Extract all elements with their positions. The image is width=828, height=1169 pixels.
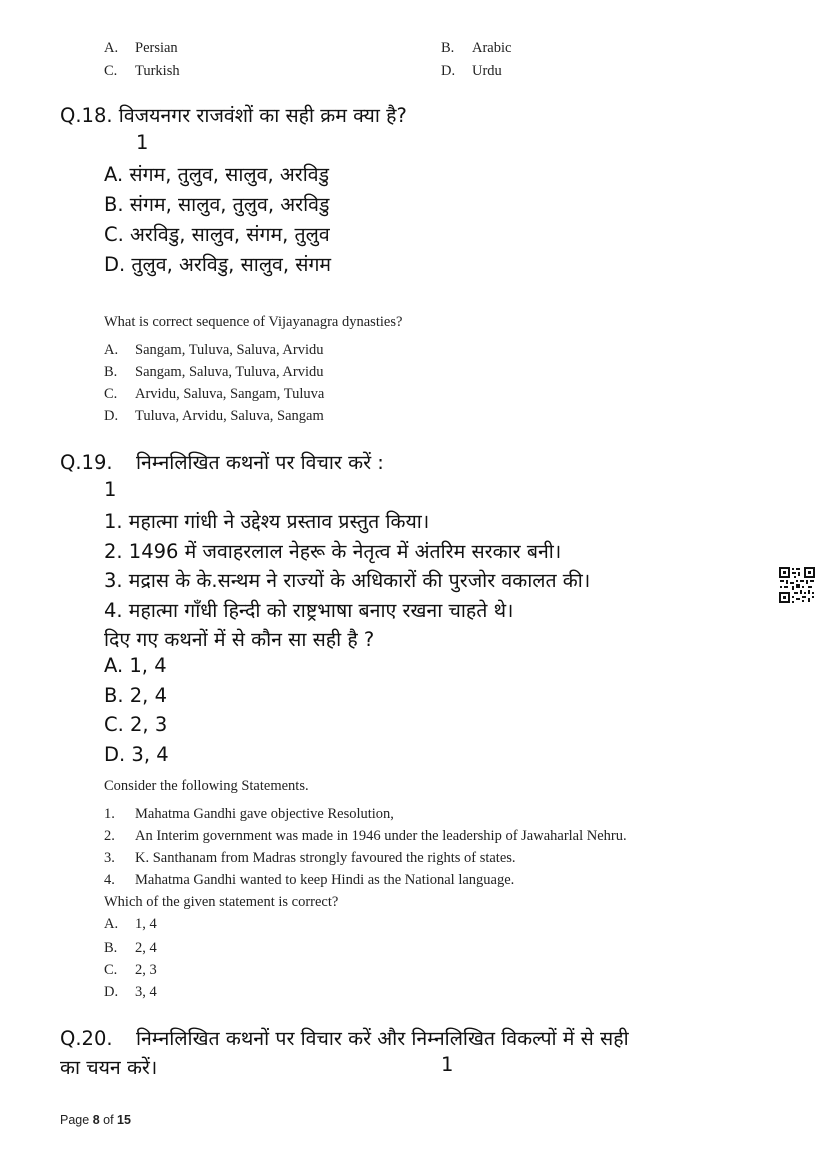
q18-question-english: What is correct sequence of Vijayanagra dynasties? <box>104 314 403 330</box>
q19-question-text: निम्नलिखित कथनों पर विचार करें : <box>136 451 384 474</box>
q18-number: Q.18. <box>60 104 113 127</box>
q17-option-a: A. Persian <box>104 40 178 56</box>
q18-hindi-option-c: C. अरविडु, सालुव, संगम, तुलुव <box>104 223 330 246</box>
q19-hindi-option-d: D. 3, 4 <box>104 743 169 766</box>
qr-code-icon <box>778 566 816 604</box>
q18-question-hindi <box>60 101 407 128</box>
page-total: 15 <box>117 1113 131 1127</box>
q19-hindi-statement-2: 2. 1496 में जवाहरलाल नेहरू के नेतृत्व में अंतरिम सरकार बनी। <box>104 540 562 563</box>
q18-english-option-d: D. Tuluva, Arvidu, Saluva, Sangam <box>104 408 324 424</box>
page-word: Page <box>60 1113 90 1127</box>
q19-hindi-option-c: C. 2, 3 <box>104 713 168 736</box>
q18-hindi-option-a: A. संगम, तुलुव, सालुव, अरविडु <box>104 163 330 186</box>
q19-english-statement-1: 1. Mahatma Gandhi gave objective Resolution, <box>104 806 394 822</box>
q19-hindi-prompt: दिए गए कथनों में से कौन सा सही है ? <box>104 628 375 651</box>
q19-marks: 1 <box>104 478 117 501</box>
q17-option-b: B. Arabic <box>441 40 512 56</box>
q20-marks: 1 <box>441 1053 454 1076</box>
page-of-word: of <box>103 1113 114 1127</box>
q19-english-option-b: B. 2, 4 <box>104 940 157 956</box>
page-footer <box>60 1113 131 1127</box>
q19-english-statement-4: 4. Mahatma Gandhi wanted to keep Hindi as the National language. <box>104 872 515 888</box>
q19-english-intro: Consider the following Statements. <box>104 778 309 794</box>
q19-hindi-option-b: B. 2, 4 <box>104 684 167 707</box>
q18-english-option-b: B. Sangam, Saluva, Tuluva, Arvidu <box>104 364 324 380</box>
q19-question-hindi <box>60 448 384 475</box>
q17-option-d: D. Urdu <box>441 63 502 79</box>
q19-hindi-statement-3: 3. मद्रास के के.सन्थम ने राज्यों के अधिकारों की पुरजोर वकालत की। <box>104 569 591 592</box>
q19-hindi-statement-4: 4. महात्मा गाँधी हिन्दी को राष्ट्रभाषा बनाए रखना चाहते थे। <box>104 599 514 622</box>
q19-hindi-option-a: A. 1, 4 <box>104 654 167 677</box>
q19-english-statement-2: 2. An Interim government was made in 1946 under the leadership of Jawaharlal Nehru. <box>104 828 627 844</box>
q19-english-option-a: A. 1, 4 <box>104 916 157 932</box>
q20-question-line-1 <box>60 1024 629 1051</box>
q20-number: Q.20. <box>60 1027 113 1050</box>
q17-option-c: C. Turkish <box>104 63 180 79</box>
q20-question-line-2: का चयन करें। <box>60 1056 158 1079</box>
q18-question-text: विजयनगर राजवंशों का सही क्रम क्या है? <box>118 104 407 127</box>
q19-english-option-c: C. 2, 3 <box>104 962 157 978</box>
q20-question-text-1: निम्नलिखित कथनों पर विचार करें और निम्नलिखित विकल्पों में से सही <box>136 1027 629 1050</box>
q19-hindi-statement-1: 1. महात्मा गांधी ने उद्देश्य प्रस्ताव प्रस्तुत किया। <box>104 510 430 533</box>
q19-english-prompt: Which of the given statement is correct? <box>104 894 339 910</box>
q19-number: Q.19. <box>60 451 113 474</box>
q18-marks: 1 <box>136 131 149 154</box>
page-current: 8 <box>92 1113 100 1127</box>
q19-english-statement-3: 3. K. Santhanam from Madras strongly favoured the rights of states. <box>104 850 516 866</box>
q18-english-option-c: C. Arvidu, Saluva, Sangam, Tuluva <box>104 386 325 402</box>
q18-english-option-a: A. Sangam, Tuluva, Saluva, Arvidu <box>104 342 324 358</box>
q19-english-option-d: D. 3, 4 <box>104 984 157 1000</box>
q18-hindi-option-b: B. संगम, सालुव, तुलुव, अरविडु <box>104 193 330 216</box>
q18-hindi-option-d: D. तुलुव, अरविडु, सालुव, संगम <box>104 253 332 276</box>
